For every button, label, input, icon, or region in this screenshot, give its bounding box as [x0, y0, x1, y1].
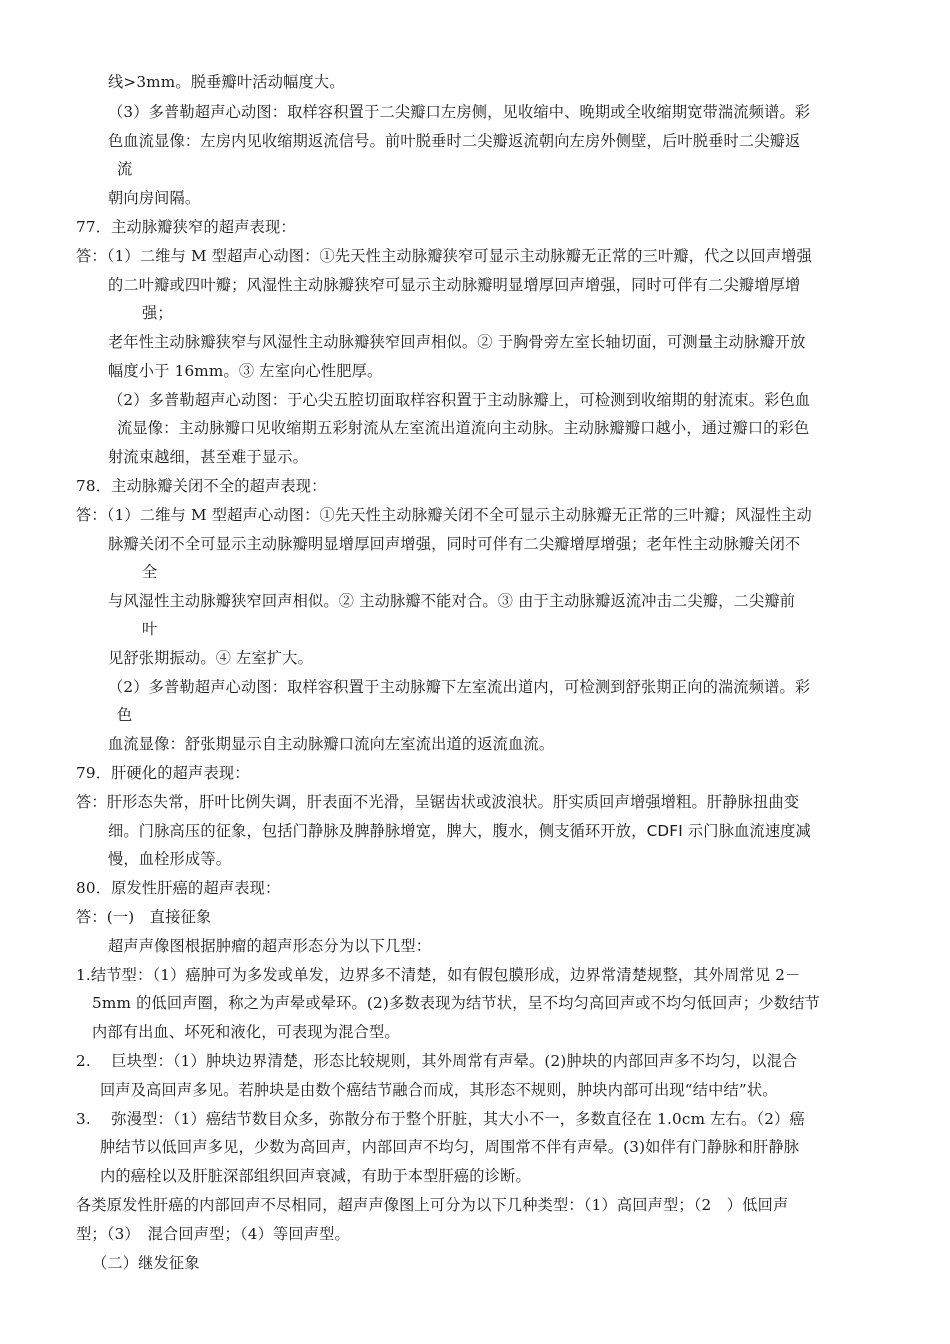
- question-heading-77: 77．主动脉瓣狭窄的超声表现：: [76, 218, 296, 236]
- list-item-3: 3. 弥漫型：（1）癌结节数目众多，弥散分布于整个肝脏，其大小不一，多数直径在 1.0cm 左右。（2）癌: [76, 1110, 805, 1128]
- text-line: 色血流显像：左房内见收缩期返流信号。前叶脱垂时二尖瓣返流朝向左房外侧壁，后叶脱垂时二尖瓣返: [108, 132, 801, 150]
- text-line: （2）多普勒超声心动图：取样容积置于主动脉瓣下左室流出道内，可检测到舒张期正向的湍流频谱。彩: [108, 678, 811, 696]
- question-heading-79: 79．肝硬化的超声表现：: [76, 764, 250, 782]
- text-line: 流: [117, 160, 133, 178]
- text-line: 叶: [142, 620, 158, 638]
- text-line: 流显像：主动脉瓣口见收缩期五彩射流从左室流出道流向主动脉。主动脉瓣瓣口越小，通过瓣口的彩色: [117, 419, 810, 437]
- text-line: 的二叶瓣或四叶瓣；风湿性主动脉瓣狭窄可显示主动脉瓣明显增厚回声增强，同时可伴有二尖瓣增厚增: [108, 276, 801, 294]
- text-line: 色: [117, 706, 133, 724]
- text-line: 线>3mm。脱垂瓣叶活动幅度大。: [108, 73, 345, 91]
- text-line: 各类原发性肝癌的内部回声不尽相同，超声声像图上可分为以下几种类型：（1）高回声型；（2 ）低回声: [76, 1196, 789, 1214]
- section-heading: （二）继发征象: [92, 1254, 200, 1272]
- text-line: 内部有出血、坏死和液化，可表现为混合型。: [92, 1023, 400, 1041]
- answer-line: 答：(一) 直接征象: [76, 908, 212, 926]
- list-item-1: 1.结节型：（1）癌肿可为多发或单发，边界多不清楚，如有假包膜形成，边界常清楚规整，其外周常见 2－: [76, 966, 801, 984]
- question-heading-78: 78．主动脉瓣关闭不全的超声表现：: [76, 477, 327, 495]
- text-line: 细。门脉高压的征象，包括门静脉及脾静脉增宽，脾大，腹水，侧支循环开放，CDFI 示门脉血流速度减: [108, 822, 812, 840]
- answer-line: 答：（1）二维与 M 型超声心动图：①先天性主动脉瓣狭窄可显示主动脉瓣无正常的三叶瓣，代之以回声增强: [76, 247, 812, 265]
- text-line: 幅度小于 16mm。③ 左室向心性肥厚。: [108, 362, 383, 380]
- text-line: 型；（3） 混合回声型；（4）等回声型。: [76, 1225, 350, 1243]
- text-line: 强；: [142, 304, 173, 322]
- text-line: 血流显像：舒张期显示自主动脉瓣口流向左室流出道的返流血流。: [108, 735, 555, 753]
- text-line: 回声及高回声多见。若肿块是由数个癌结节融合而成，其形态不规则，肿块内部可出现“结中结”状。: [100, 1081, 778, 1099]
- text-line: 见舒张期振动。④ 左室扩大。: [108, 649, 314, 667]
- text-line: （2）多普勒超声心动图：于心尖五腔切面取样容积置于主动脉瓣上，可检测到收缩期的射流束。彩色血: [108, 391, 811, 409]
- text-line: （3）多普勒超声心动图：取样容积置于二尖瓣口左房侧，见收缩中、晚期或全收缩期宽带湍流频谱。彩: [108, 103, 811, 121]
- cdfi-term: CDFI: [646, 822, 683, 840]
- text-line: 慢，血栓形成等。: [108, 850, 232, 868]
- answer-line: 答：（1）二维与 M 型超声心动图：①先天性主动脉瓣关闭不全可显示主动脉瓣无正常的三叶瓣；风湿性主动: [76, 506, 812, 524]
- text-line: 脉瓣关闭不全可显示主动脉瓣明显增厚回声增强，同时可伴有二尖瓣增厚增强；老年性主动脉瓣关闭不: [108, 535, 801, 553]
- answer-line: 答：肝形态失常，肝叶比例失调，肝表面不光滑，呈锯齿状或波浪状。肝实质回声增强增粗。肝静脉扭曲变: [76, 793, 800, 811]
- text-line: 5mm 的低回声圈，称之为声晕或晕环。(2)多数表现为结节状，呈不均匀高回声或不均匀低回声；少数结节: [92, 994, 820, 1012]
- text-line: 老年性主动脉瓣狭窄与风湿性主动脉瓣狭窄回声相似。② 于胸骨旁左室长轴切面，可测量主动脉瓣开放: [108, 333, 806, 351]
- text-line: 朝向房间隔。: [108, 189, 201, 207]
- question-heading-80: 80．原发性肝癌的超声表现：: [76, 879, 281, 897]
- list-item-2: 2. 巨块型：（1）肿块边界清楚，形态比较规则，其外周常有声晕。(2)肿块的内部回声多不均匀，以混合: [76, 1052, 798, 1070]
- text-line: 内的癌栓以及肝脏深部组织回声衰减，有助于本型肝癌的诊断。: [100, 1167, 531, 1185]
- text-line: 全: [142, 563, 158, 581]
- text-line: 超声声像图根据肿瘤的超声形态分为以下几型：: [108, 937, 432, 955]
- text-line: 与风湿性主动脉瓣狭窄回声相似。② 主动脉瓣不能对合。③ 由于主动脉瓣返流冲击二尖瓣，二尖瓣前: [108, 592, 796, 610]
- text-line: 肿结节以低回声多见，少数为高回声，内部回声不均匀，周围常不伴有声晕。(3)如伴有门静脉和肝静脉: [100, 1138, 800, 1156]
- text-line: 射流束越细，甚至难于显示。: [108, 448, 309, 466]
